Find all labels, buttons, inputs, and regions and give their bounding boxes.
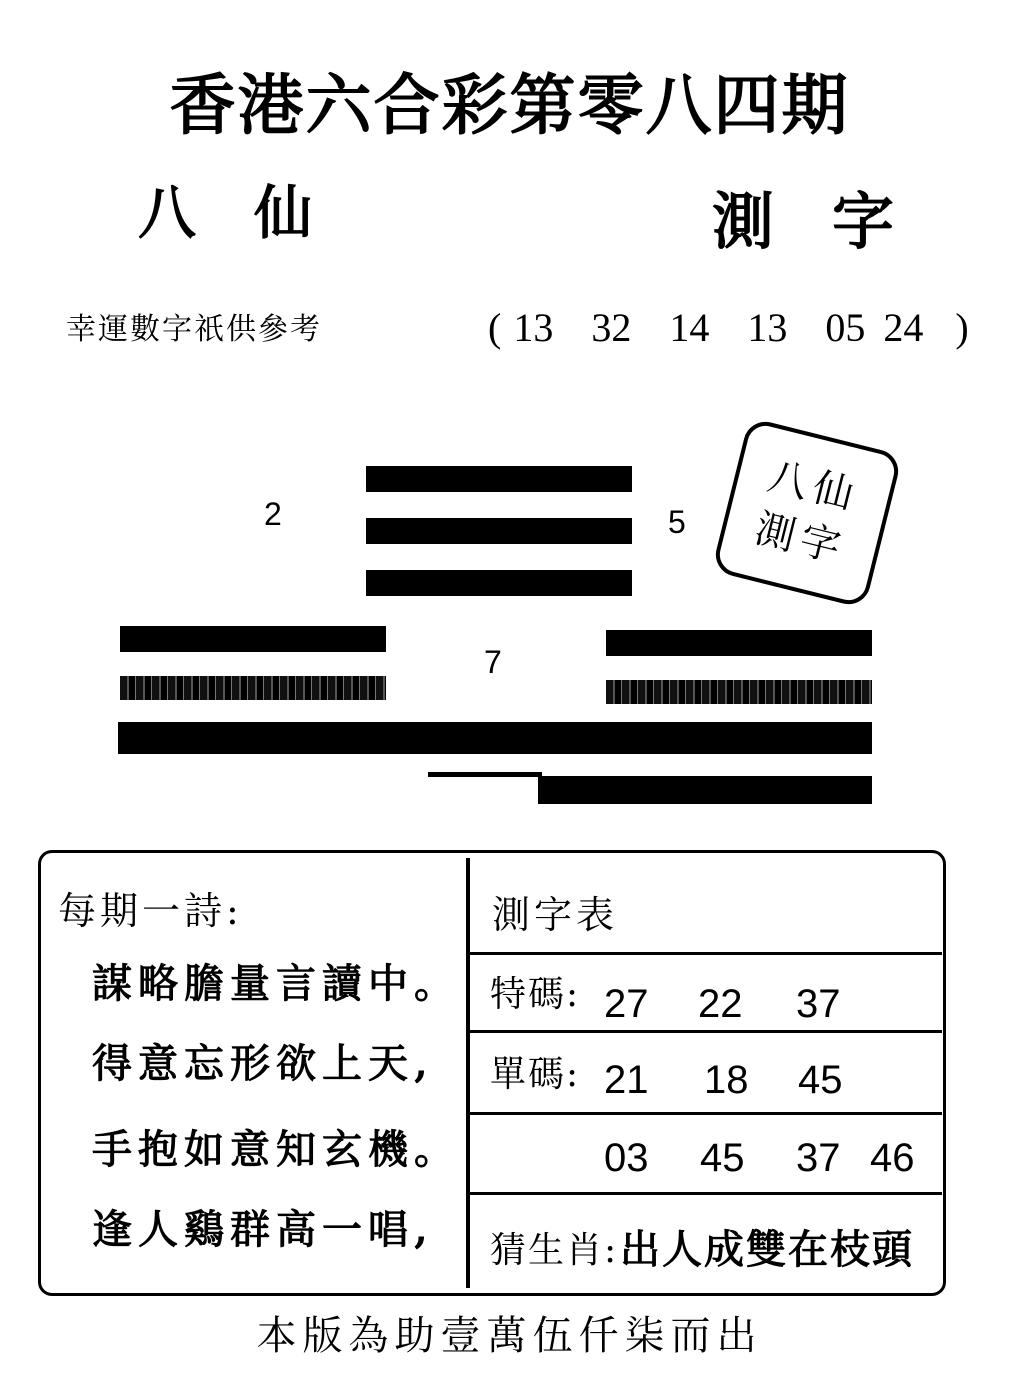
table-row-divider <box>468 1192 942 1195</box>
trigram-bar <box>366 570 632 596</box>
trigram-bar <box>120 626 386 652</box>
trigram-bar <box>606 680 872 704</box>
lucky-numbers <box>488 304 969 351</box>
lucky-numbers-label: 幸運數字祇供參考 <box>66 312 322 347</box>
table-row-divider <box>468 1112 942 1115</box>
table-number: 18 <box>704 1058 749 1102</box>
hexagram-number-right: 5 <box>668 504 686 540</box>
stamp-line-2: 測字 <box>750 505 851 573</box>
column-divider <box>466 858 470 1288</box>
lucky-number: 32 <box>591 305 632 350</box>
single-code-label: 單碼: <box>490 1054 581 1095</box>
zodiac-clue: 出人成雙在枝頭 <box>620 1226 914 1273</box>
poem-line: 手抱如意知玄機。 <box>92 1126 460 1173</box>
stamp-line-1: 八仙 <box>763 453 864 521</box>
table-number: 46 <box>870 1136 915 1180</box>
table-number: 27 <box>604 982 649 1026</box>
seal-stamp <box>711 417 903 609</box>
thin-line <box>428 772 542 777</box>
subtitle-right: 測字 <box>712 185 953 258</box>
lucky-number: 13 <box>747 305 788 350</box>
table-number: 37 <box>796 1136 841 1180</box>
table-number: 45 <box>798 1058 843 1102</box>
footer-note: 本版為助壹萬伍仟柒而出 <box>256 1313 763 1359</box>
table-row-divider <box>468 952 942 955</box>
trigram-bar <box>366 518 632 544</box>
poem-line: 逢人鷄群高一唱, <box>92 1206 434 1253</box>
zodiac-label: 猜生肖: <box>490 1230 619 1271</box>
table-row-divider <box>468 1030 942 1033</box>
poem-heading: 每期一詩: <box>58 889 243 933</box>
close-paren: ) <box>955 305 969 350</box>
lucky-number: 14 <box>669 305 710 350</box>
poem-line: 得意忘形欲上天, <box>92 1040 434 1087</box>
table-number: 22 <box>698 982 743 1026</box>
table-number: 37 <box>796 982 841 1026</box>
page-title: 香港六合彩第零八四期 <box>169 66 850 144</box>
lucky-number: 05 <box>825 305 866 350</box>
table-number: 03 <box>604 1136 649 1180</box>
poem-line: 謀略膽量言讀中。 <box>92 960 460 1007</box>
table-number: 21 <box>604 1058 649 1102</box>
trigram-bar <box>538 776 872 804</box>
table-title: 測字表 <box>492 893 619 937</box>
table-number: 45 <box>700 1136 745 1180</box>
special-code-label: 特碼: <box>490 974 581 1015</box>
trigram-bar <box>118 722 872 754</box>
trigram-bar <box>366 466 632 492</box>
hexagram-number-center: 7 <box>484 644 502 680</box>
subtitle-left: 八仙 <box>138 179 371 247</box>
hexagram-number-left: 2 <box>264 496 282 532</box>
open-paren: ( <box>488 305 502 350</box>
lucky-number: 13 <box>513 305 554 350</box>
lucky-number: 24 <box>883 305 924 350</box>
trigram-bar <box>120 676 386 700</box>
trigram-bar <box>606 630 872 656</box>
